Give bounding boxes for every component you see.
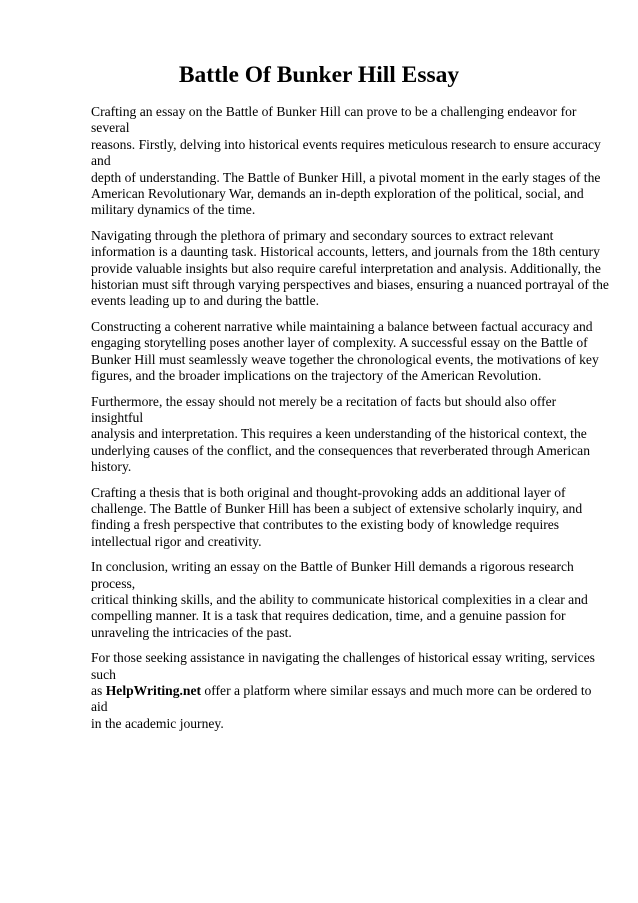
paragraph-4: Furthermore, the essay should not merely be a recitation of facts but should also offer insightful analysis and interpretation. This requires a keen understanding of the historical context, the underlying causes of the conflict, and the consequences that reverberated through American history. — [91, 393, 590, 475]
closing-paragraph — [91, 650, 611, 732]
helpwriting-brand: HelpWriting.net — [105, 683, 202, 698]
paragraph-3: Constructing a coherent narrative while maintaining a balance between factual accuracy and engaging storytelling poses another layer of complexity. A successful essay on the Battle of Bunker Hill must seamlessly weave together the chronological events, the motivations of key figures, and the broader implications on the trajectory of the American Revolution. — [91, 318, 599, 384]
paragraph-2: Navigating through the plethora of primary and secondary sources to extract relevant information is a daunting task. Historical accounts, letters, and journals from the 18th century provide valuable insights but also require careful interpretation and analysis. Additionally, the historian must sift through varying perspectives and biases, ensuring a nuanced portrayal of the events leading up to and during the battle. — [91, 227, 609, 309]
paragraph-5: Crafting a thesis that is both original and thought-provoking adds an additional layer of challenge. The Battle of Bunker Hill has been a subject of extensive scholarly inquiry, and finding a fresh perspective that contributes to the existing body of knowledge requires intellectual rigor and creativity. — [91, 484, 583, 549]
paragraph-6: In conclusion, writing an essay on the Battle of Bunker Hill demands a rigorous research process, critical thinking skills, and the ability to communicate historical complexities in a clear and compelling manner. It is a task that requires dedication, time, and a genuine passion for unraveling the intricacies of the past. — [91, 559, 588, 640]
essay-body — [91, 104, 611, 741]
closing-text-after: offer a platform where similar essays and much more can be ordered to aid in the academic journey. — [91, 683, 592, 731]
closing-text-before: For those seeking assistance in navigating the challenges of historical essay writing, services such as — [91, 650, 595, 698]
paragraph-1: Crafting an essay on the Battle of Bunker Hill can prove to be a challenging endeavor for several reasons. Firstly, delving into historical events requires meticulous research to ensure accuracy and depth of understanding. The Battle of Bunker Hill, a pivotal moment in the early stages of the American Revolutionary War, demands an in-depth exploration of the political, social, and military dynamics of the time. — [91, 104, 601, 218]
page-title: Battle Of Bunker Hill Essay — [178, 62, 460, 88]
